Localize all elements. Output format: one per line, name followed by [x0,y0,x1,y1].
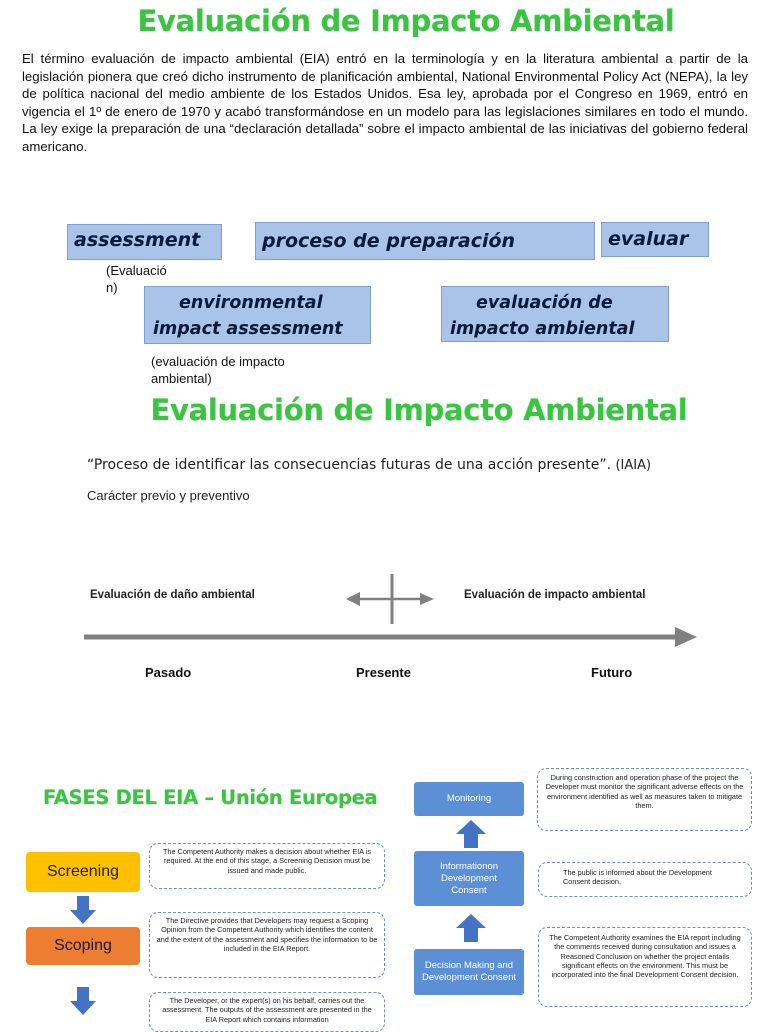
term-eia-en-line2: impact assessment [153,319,343,339]
monitoring-label: Monitoring [446,793,492,804]
screening-box [26,852,140,892]
term-evaluacion-impacto-ambiental [441,286,669,342]
definition-quote-line [87,457,651,473]
intro-paragraph: El término evaluación de impacto ambiental (EIA) entró en la terminología y en la literatura ambiental a partir de la legislación pionera que creó dicho instrumento de planificación ambiental, National Environmental Policy Act (NEPA), la ley de política nacional del medio ambiente de los Estados Unidos. Esa ley, aprobada por el Congreso en 1969, entró en vigencia el 1º de enero de 1970 y acabó transformándose en un modelo para las legislaciones similares en todo el mundo. La ley exige la preparación de una “declaración detallada” sobre el impacto ambiental de las iniciativas del gobierno federal americano. [22,51,748,154]
assessment-desc: The Developer, or the expert(s) on his behalf, carries out the assessment. The outputs of the assessment are presented in the EIA Report which contains information [149,992,385,1032]
assessment-translation-line1: (Evaluació [106,263,167,278]
scoping-box [26,927,140,965]
timeline-future: Futuro [591,665,633,680]
term-assessment-label: assessment [74,229,201,251]
definition-quote: “Proceso de identificar las consecuencias futuras de una acción presente”. [87,457,612,473]
arrow-up-icon [456,914,486,942]
timeline-graphic [80,570,705,650]
term-eia-es-line2: impacto ambiental [450,319,635,339]
eia-en-translation-line1: (evaluación de impacto [151,354,285,369]
screening-label: Screening [46,863,120,880]
phases-title: FASES DEL EIA – Unión Europea [43,786,378,809]
term-eia-en-line1: environmental [179,293,323,313]
definition-source: (IAIA) [615,458,652,473]
information-box [414,851,524,906]
arrow-up-icon [456,820,486,848]
term-evaluar-label: evaluar [608,228,689,250]
timeline-right-label: Evaluación de impacto ambiental [464,589,646,601]
screening-desc: The Competent Authority makes a decision about whether EIA is required. At the end of this stage, a Screening Decision must be issued and made public. [149,843,385,889]
assessment-translation-line2: n) [106,280,118,295]
monitoring-box [414,782,524,816]
term-evaluar [601,222,709,257]
term-eia-es-line1: evaluación de [476,293,613,313]
page-title: Evaluación de Impacto Ambiental [137,4,675,38]
decision-desc: The Competent Authority examines the EIA report including the comments received during consultation and issues a Reasoned Conclusion on whether the project entails significant effects on the environment. This must be incorporated into the final Development Consent decision. [538,927,752,1007]
scoping-desc: The Directive provides that Developers may request a Scoping Opinion from the Competent Authority which identifies the content and the extent of the assessment and specifies the information to be included in the EIA Report. [149,912,385,978]
definition-title: Evaluación de Impacto Ambiental [150,393,688,427]
present-marker [346,574,434,624]
arrow-down-icon [70,987,96,1015]
monitoring-desc: During construction and operation phase of the project the Developer must monitor the significant adverse effects on the environment identified as well as measures taken to mitigate them. [537,768,752,831]
term-assessment [67,224,222,260]
definition-character: Carácter previo y preventivo [87,488,250,503]
decision-box [414,949,524,995]
arrow-down-icon [70,896,96,924]
term-environmental-impact-assessment [144,286,371,344]
information-desc: The public is informed about the Development Consent decision. [538,862,752,897]
timeline-arrow [84,627,697,647]
decision-label: Decision Making and Development Consent [422,960,516,983]
term-proceso [255,222,595,260]
information-label: Informationon Development Consent [439,860,499,896]
timeline-present: Presente [356,665,411,680]
timeline-past: Pasado [145,665,192,680]
eia-en-translation-line2: ambiental) [151,371,212,386]
scoping-label: Scoping [54,937,112,954]
timeline-left-label: Evaluación de daño ambiental [90,589,255,601]
eia-en-translation [151,353,285,387]
term-proceso-label: proceso de preparación [262,230,516,252]
